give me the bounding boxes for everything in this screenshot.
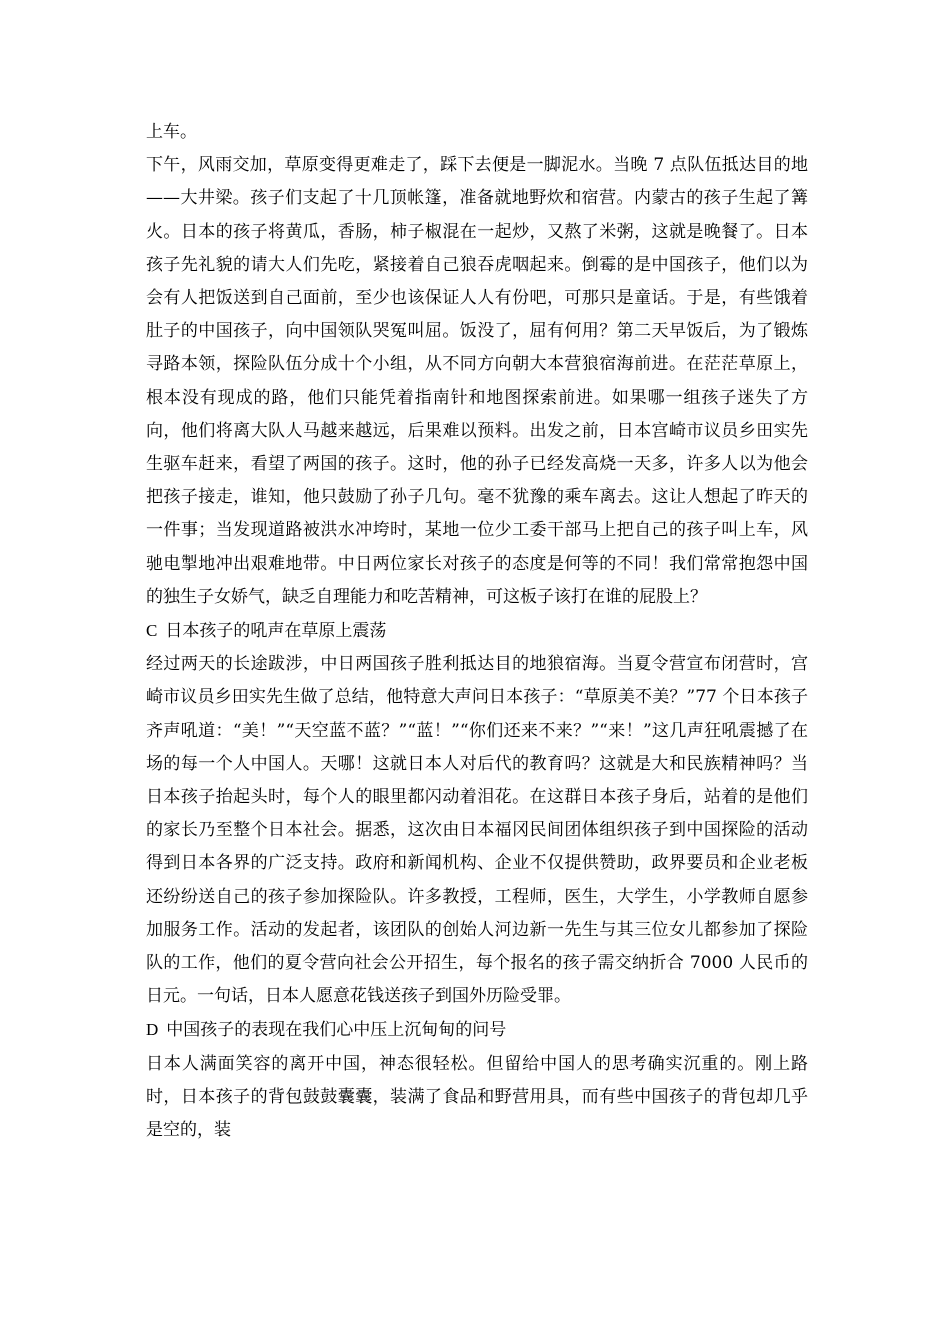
- paragraph: 经过两天的长途跋涉，中日两国孩子胜利抵达目的地狼宿海。当夏令营宣布闭营时，宫崎市议员乡田实先生做了总结，他特意大声问日本孩子：“草原美不美？”77 个日本孩子齐声吼道：“美！”“天空蓝不蓝？”“蓝！”“你们还来不来？”“来！”这几声狂吼震撼了在场的每一个人中国人。天哪！这就日本人对后代的教育吗？这就是大和民族精神吗？当日本孩子抬起头时，每个人的眼里都闪动着泪花。在这群日本孩子身后，站着的是他们的家长乃至整个日本社会。据悉，这次由日本福冈民间团体组织孩子到中国探险的活动得到日本各界的广泛支持。政府和新闻机构、企业不仅提供赞助，政界要员和企业老板还纷纷送自己的孩子参加探险队。许多教授，工程师，医生，大学生，小学教师自愿参加服务工作。活动的发起者，该团队的创始人河边新一先生与其三位女儿都参加了探险队的工作，他们的夏令营向社会公开招生，每个报名的孩子需交纳折合 7000 人民币的日元。一句话，日本人愿意花钱送孩子到国外历险受罪。: [146, 654, 808, 1007]
- paragraph: 下午，风雨交加，草原变得更难走了，踩下去便是一脚泥水。当晚 7 点队伍抵达目的地——大井梁。孩子们支起了十几顶帐篷，准备就地野炊和宿营。内蒙古的孩子生起了篝火。日本的孩子将黄瓜，香肠，柿子椒混在一起炒，又熬了米粥，这就是晚餐了。日本孩子先礼貌的请大人们先吃，紧接着自己狼吞虎咽起来。倒霉的是中国孩子，他们以为会有人把饭送到自己面前，至少也该保证人人有份吧，可那只是童话。于是，有些饿着肚子的中国孩子，向中国领队哭冤叫屈。饭没了，屈有何用？第二天早饭后，为了锻炼寻路本领，探险队伍分成十个小组，从不同方向朝大本营狼宿海前进。在茫茫草原上，根本没有现成的路，他们只能凭着指南针和地图探索前进。如果哪一组孩子迷失了方向，他们将离大队人马越来越远，后果难以预料。出发之前，日本宫崎市议员乡田实先生驱车赶来，看望了两国的孩子。这时，他的孙子已经发高烧一天多，许多人以为他会把孩子接走，谁知，他只鼓励了孙子几句。毫不犹豫的乘车离去。这让人想起了昨天的一件事；当发现道路被洪水冲垮时，某地一位少工委干部马上把自己的孩子叫上车，风驰电掣地冲出艰难地带。中日两位家长对孩子的态度是何等的不同！我们常常抱怨中国的独生子女娇气，缺乏自理能力和吃苦精神，可这板子该打在谁的屁股上？: [146, 155, 808, 607]
- paragraph: 日本人满面笑容的离开中国，神态很轻松。但留给中国人的思考确实沉重的。刚上路时，日本孩子的背包鼓鼓囊囊，装满了食品和野营用具，而有些中国孩子的背包却几乎是空的，装: [146, 1053, 808, 1141]
- section-heading-c: [146, 614, 808, 648]
- document-body: [146, 116, 808, 1147]
- section-title: 日本孩子的吼声在草原上震荡: [165, 621, 387, 642]
- section-letter: C: [146, 621, 158, 641]
- section-heading-d: [146, 1013, 808, 1047]
- section-title: 中国孩子的表现在我们心中压上沉甸甸的问号: [166, 1020, 507, 1041]
- paragraph: 上车。: [146, 122, 197, 142]
- section-letter: D: [146, 1020, 159, 1040]
